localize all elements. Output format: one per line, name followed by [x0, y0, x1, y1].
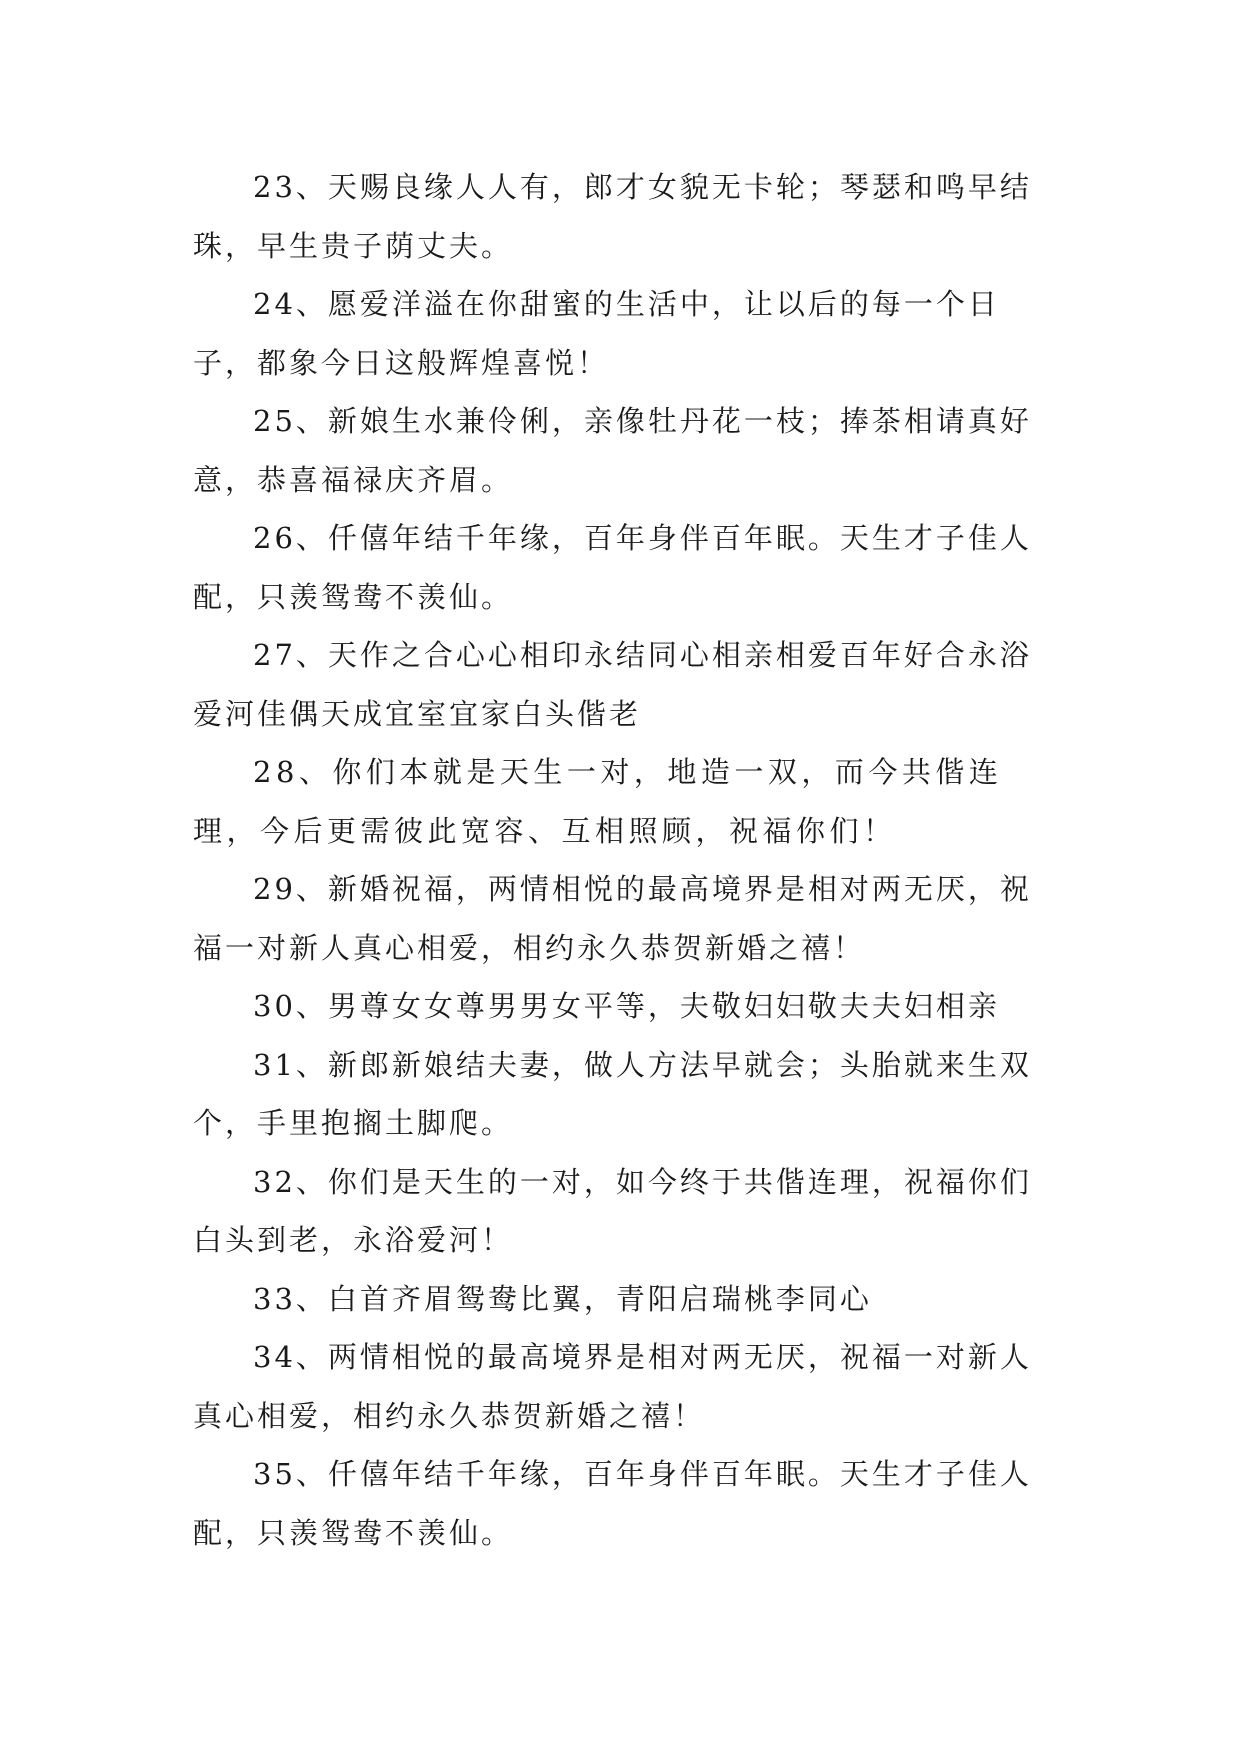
paragraph-35: 35、仟僖年结千年缘，百年身伴百年眠。天生才子佳人配，只羡鸳鸯不羡仙。	[193, 1457, 1032, 1550]
paragraph-24: 24、愿爱洋溢在你甜蜜的生活中，让以后的每一个日子，都象今日这般辉煌喜悦！	[193, 287, 1000, 380]
paragraph-25: 25、新娘生水兼伶俐，亲像牡丹花一枝；捧茶相请真好意，恭喜福禄庆齐眉。	[193, 404, 1032, 497]
paragraph-33: 33、白首齐眉鸳鸯比翼，青阳启瑞桃李同心	[253, 1281, 872, 1316]
paragraph-23: 23、天赐良缘人人有，郎才女貌无卡轮；琴瑟和鸣早结珠，早生贵子荫丈夫。	[193, 170, 1032, 263]
paragraph-34: 34、两情相悦的最高境界是相对两无厌，祝福一对新人真心相爱，相约永久恭贺新婚之禧！	[193, 1340, 1032, 1433]
paragraph-27: 27、天作之合心心相印永结同心相亲相爱百年好合永浴爱河佳偶天成宜室宜家白头偕老	[193, 638, 1032, 731]
document-body	[193, 158, 1059, 1562]
paragraph-30: 30、男尊女女尊男男女平等，夫敬妇妇敬夫夫妇相亲	[253, 989, 1000, 1023]
paragraph-28: 28、你们本就是天生一对，地造一双，而今共偕连理，今后更需彼此宽容、互相照顾，祝福你们！	[193, 755, 1003, 848]
paragraph-26: 26、仟僖年结千年缘，百年身伴百年眠。天生才子佳人配，只羡鸳鸯不羡仙。	[193, 521, 1032, 614]
paragraph-29: 29、新婚祝福，两情相悦的最高境界是相对两无厌，祝福一对新人真心相爱，相约永久恭贺新婚之禧！	[193, 872, 1032, 965]
paragraph-32: 32、你们是天生的一对，如今终于共偕连理，祝福你们白头到老，永浴爱河！	[193, 1164, 1032, 1257]
paragraph-31: 31、新郎新娘结夫妻，做人方法早就会；头胎就来生双个，手里抱搁土脚爬。	[193, 1047, 1032, 1140]
